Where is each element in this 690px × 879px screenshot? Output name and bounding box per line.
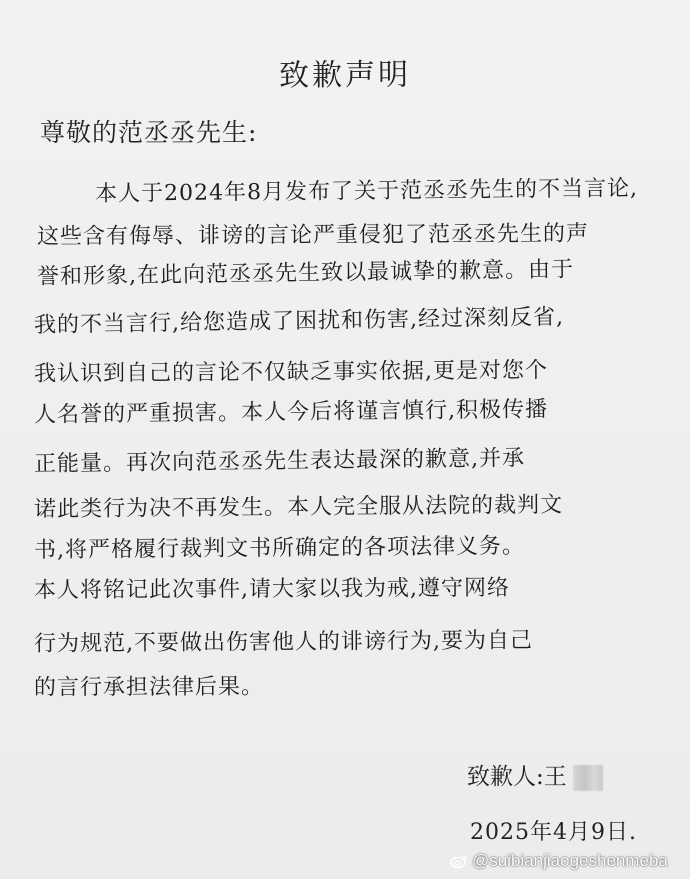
body-line: 书,将严格履行裁判文书所确定的各项法律义务。 — [33, 533, 526, 564]
redacted-name-blur — [573, 765, 603, 791]
signature-date: 2025年4月9日. — [470, 820, 637, 845]
watermark-text: @suibianjiaogeshenmeba — [472, 851, 668, 870]
weibo-icon — [450, 854, 468, 868]
apologizer-label: 致歉人:王 — [467, 764, 567, 790]
body-line: 我认识到自己的言论不仅缺乏事实依据,更是对您个 — [33, 358, 549, 387]
body-line: 本人将铭记此次事件,请大家以我为戒,遵守网络 — [33, 575, 511, 604]
body-line: 誉和形象,在此向范丞丞先生致以最诚挚的歉意。由于 — [36, 257, 575, 290]
body-line: 我的不当言行,给您造成了困扰和伤害,经过深刻反省, — [33, 304, 565, 339]
salutation: 尊敬的范丞丞先生: — [40, 118, 258, 147]
body-line: 诺此类行为决不再发生。本人完全服从法院的裁判文 — [33, 492, 564, 523]
body-line: 正能量。再次向范丞丞先生表达最深的歉意,并承 — [33, 446, 526, 477]
document-title: 致歉声明 — [278, 57, 412, 94]
body-line: 人名誉的严重损害。本人今后将谨言慎行,积极传播 — [33, 397, 549, 428]
body-line: 行为规范,不要做出伤害他人的诽谤行为,要为自己 — [33, 628, 534, 657]
body-line: 这些含有侮辱、诽谤的言论严重侵犯了范丞丞先生的声 — [36, 221, 590, 250]
signature-block — [467, 758, 603, 791]
watermark — [450, 851, 668, 871]
body-line: 的言行承担法律后果。 — [33, 674, 265, 701]
body-line: 本人于2024年8月发布了关于范丞丞先生的不当言论, — [94, 176, 639, 207]
